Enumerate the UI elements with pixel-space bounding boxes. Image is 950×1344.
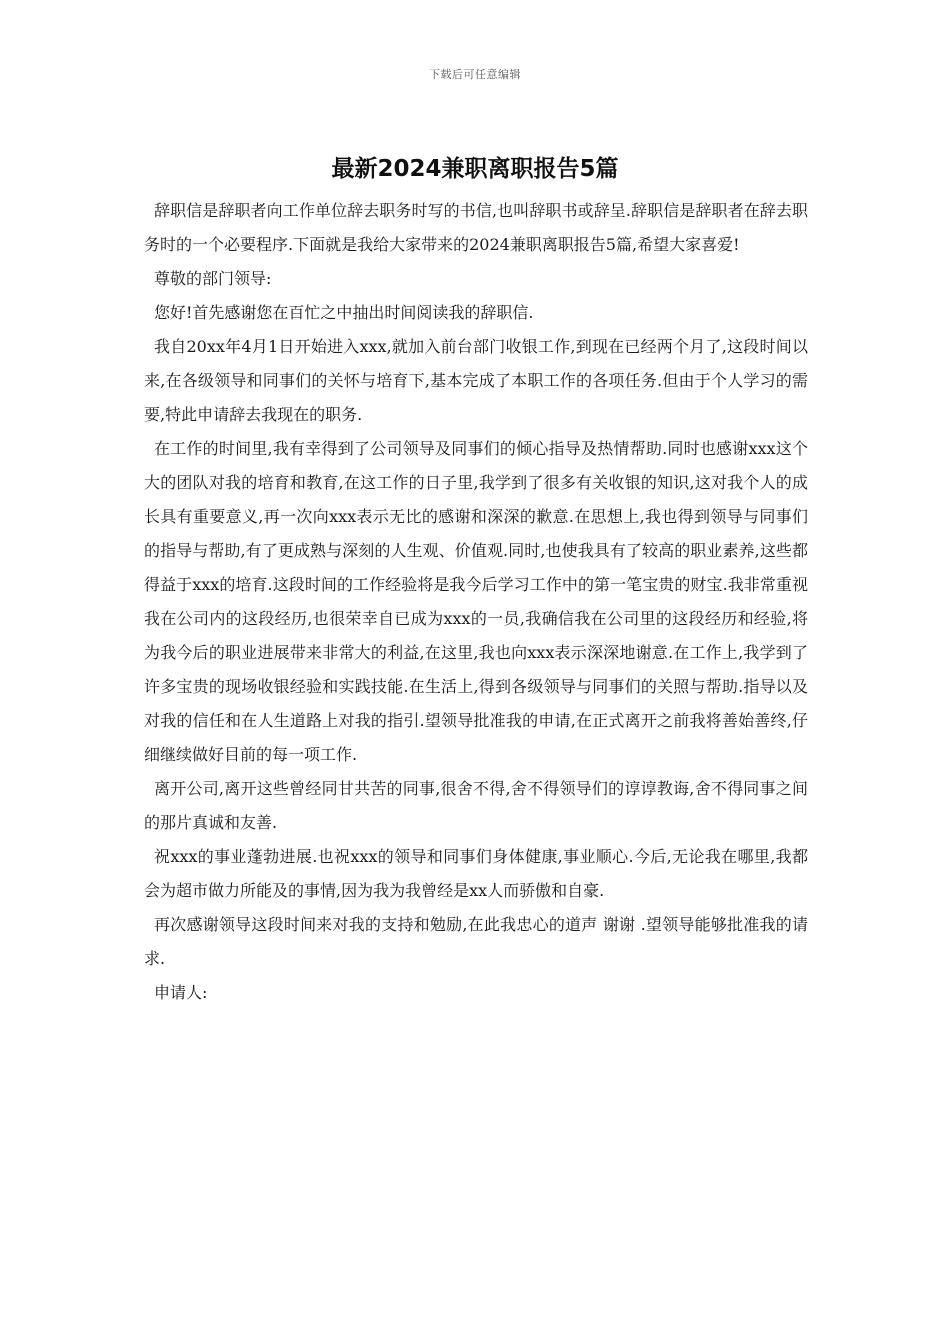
paragraph-salutation: 尊敬的部门领导:: [154, 269, 272, 288]
header-note: 下载后可任意编辑: [429, 68, 521, 81]
paragraph-greeting: 您好!首先感谢您在百忙之中抽出时间阅读我的辞职信.: [154, 303, 534, 322]
paragraph-gratitude: 在工作的时间里,我有幸得到了公司领导及同事们的倾心指导及热情帮助.同时也感谢xxx这个大的团队对我的培育和教育,在这工作的日子里,我学到了很多有关收银的知识,这对我个人的成长具有重要意义,再一次向xxx表示无比的感谢和深深的歉意.在思想上,我也得到领导与同事们的指导与帮助,有了更成熟与深刻的人生观、价值观.同时,也使我具有了较高的职业素养,这些都得益于xxx的培育.这段时间的工作经验将是我今后学习工作中的第一笔宝贵的财宝.我非常重视我在公司内的这段经历,也很荣幸自已成为xxx的一员,我确信我在公司里的这段经历和经验,将为我今后的职业进展带来非常大的利益,在这里,我也向xxx表示深深地谢意.在工作上,我学到了许多宝贵的现场收银经验和实践技能.在生活上,得到各级领导与同事们的关照与帮助.指导以及对我的信任和在人生道路上对我的指引.望领导批准我的申请,在正式离开之前我将善始善终,仔细继续做好目前的每一项工作.: [144, 439, 808, 764]
document-title: 最新2024兼职离职报告5篇: [331, 156, 619, 182]
paragraph-intro: 辞职信是辞职者向工作单位辞去职务时写的书信,也叫辞职书或辞呈.辞职信是辞职者在辞去职务时的一个必要程序.下面就是我给大家带来的2024兼职离职报告5篇,希望大家喜爱!: [144, 201, 808, 254]
paragraph-wishes: 祝xxx的事业蓬勃进展.也祝xxx的领导和同事们身体健康,事业顺心.今后,无论我在哪里,我都会为超市做力所能及的事情,因为我为我曾经是xx人而骄傲和自豪.: [144, 847, 808, 900]
paragraph-applicant: 申请人:: [154, 983, 208, 1002]
document-body: [144, 194, 808, 1010]
paragraph-thanks: 再次感谢领导这段时间来对我的支持和勉励,在此我忠心的道声 谢谢 .望领导能够批准我的请求.: [144, 915, 808, 968]
paragraph-background: 我自20xx年4月1日开始进入xxx,就加入前台部门收银工作,到现在已经两个月了,这段时间以来,在各级领导和同事们的关怀与培育下,基本完成了本职工作的各项任务.但由于个人学习的需要,特此申请辞去我现在的职务.: [144, 337, 808, 424]
paragraph-farewell: 离开公司,离开这些曾经同甘共苦的同事,很舍不得,舍不得领导们的谆谆教诲,舍不得同事之间的那片真诚和友善.: [144, 779, 808, 832]
